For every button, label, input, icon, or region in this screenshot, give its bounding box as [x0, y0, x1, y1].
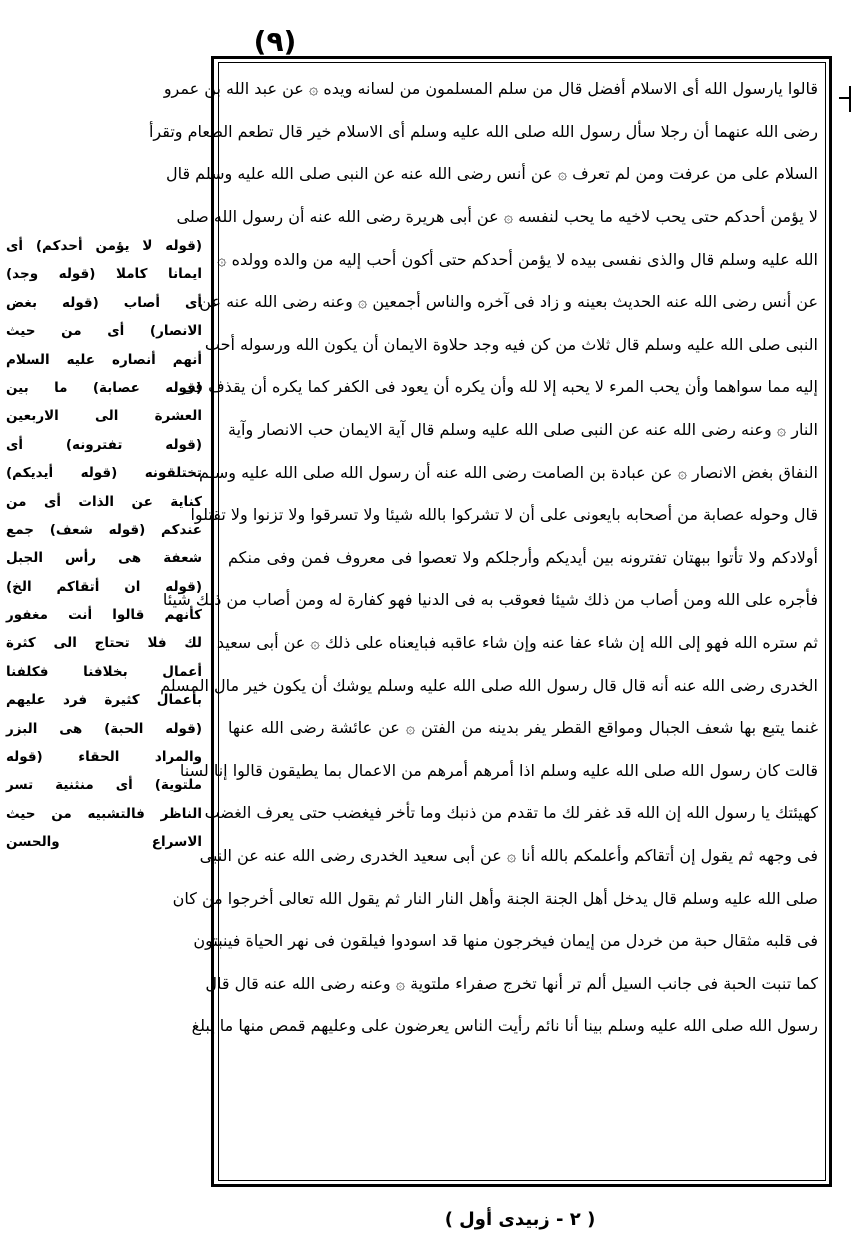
page-number: (٩) [253, 25, 297, 58]
text-line-content: كما تنبت الحبة فى جانب السيل ألم تر أنها تخرج صفراء ملتوية ۞ وعنه رضى الله عنه قال قال [205, 973, 818, 993]
margin-note-line: (قوله لا يؤمن أحدكم) أى [6, 238, 202, 254]
text-line-content: قالوا يارسول الله أى الاسلام أفضل قال من سلم المسلمون من لسانه ويده ۞ عن عبد الله بن عمرو [163, 79, 818, 99]
margin-note-line: (قوله تفترونه) أى [6, 436, 202, 453]
text-line-content: قالت كان رسول الله صلى الله عليه وسلم اذا أمرهم أمرهم من الاعمال بما يطيقون قالوا إنا لسنا [179, 760, 818, 780]
text-line-content: الله عليه وسلم قال والذى نفسى بيده لا يؤمن أحدكم حتى أكون أحب إليه من والده وولده ۞ [217, 249, 818, 269]
text-line-content: أولادكم ولا تأتوا ببهتان تفترونه بين أيديكم وأرجلكم ولا تعصوا فى معروف فمن وفى منكم [228, 547, 818, 567]
margin-note-line: الاسراع والحسن [6, 834, 202, 851]
text-line [228, 409, 818, 452]
margin-note-line: العشرة الى الاربعين [6, 408, 202, 425]
text-line [228, 707, 818, 750]
main-text-body [148, 68, 818, 1178]
text-line [182, 366, 818, 409]
margin-note-line: الناظر فالتشبيه من حيث [6, 805, 202, 822]
text-line [198, 451, 818, 494]
text-line [176, 196, 818, 239]
margin-note-line: أعمال بخلافنا فكلفنا [6, 663, 202, 680]
text-line-content: الخدرى رضى الله عنه أنه قال قال رسول الله صلى الله عليه وسلم يوشك أن يكون خير مال المسلم [160, 675, 818, 695]
text-line-content: رسول الله صلى الله عليه وسلم بينا أنا نائم رأيت الناس يعرضون على وعليهم قمص منها ما يبلغ [191, 1016, 818, 1036]
text-line-content: ثم ستره الله فهو إلى الله إن شاء عفا عنه وإن شاء عاقبه فبايعناه على ذلك ۞ عن أبى سعيد [216, 633, 818, 653]
margin-note-line: (قوله عصابة) ما بين [6, 379, 202, 396]
text-line [228, 1090, 818, 1133]
text-line [216, 622, 818, 665]
margin-note-line: أى أصاب (قوله بغض [6, 294, 202, 311]
text-line [228, 1048, 818, 1091]
text-line-content: فى قلبه مثقال حبة من خردل من إيمان فيخرجون منها قد اسودوا فيلقون فى نهر الحياة فينبتون [193, 931, 818, 951]
text-line [228, 537, 818, 580]
margin-note-line: كناية عن الذات أى من [6, 493, 202, 510]
text-line [199, 835, 818, 878]
text-line-content: كهيئتك يا رسول الله إن الله قد غفر لك ما تقدم من ذنبك وما تأخر فيغضب حتى يعرف الغضب [204, 803, 818, 823]
margin-note-line: ايمانا كاملا (قوله وجد) [6, 266, 202, 283]
edge-mark [849, 86, 851, 112]
text-line-content: رضى الله عنهما أن رجلا سأل رسول الله صلى الله عليه وسلم أى الاسلام خير قال تطعم الطعام وتقرأ [148, 121, 818, 141]
margin-note-line: تختلقونه (قوله أيديكم) [6, 465, 202, 482]
text-line [160, 664, 818, 707]
text-line [191, 1005, 818, 1048]
text-line [217, 238, 818, 281]
text-line [163, 68, 818, 111]
text-line-content: إليه مما سواهما وأن يحب المرء لا يحبه إلا لله وأن يكره أن يعود فى الكفر كما يكره أن يقذف فى [182, 377, 818, 397]
margin-note-line: بأعمال كثيرة فرد عليهم [6, 692, 202, 709]
text-line [204, 324, 818, 367]
margin-note-line: كأنهم قالوا أنت مغفور [6, 607, 202, 624]
text-line [172, 877, 818, 920]
text-line-content: النبى صلى الله عليه وسلم قال ثلاث من كن فيه وجد حلاوة الايمان أن يكون الله ورسوله أحب [204, 334, 818, 354]
text-line [148, 111, 818, 154]
text-line [190, 494, 818, 537]
text-line-content: قال وحوله عصابة من أصحابه بايعونى على أن لا تشركوا بالله شيئا ولا تسرقوا ولا تزنوا ولا تقتلوا [190, 505, 818, 525]
margin-note-line: ملتوية) أى منثنية تسر [6, 777, 202, 794]
margin-note-line: والمراد الحقاء (قوله [6, 749, 202, 766]
margin-note-line: (قوله ان أتقاكم الخ) [6, 578, 202, 595]
margin-note-line: الانصار) أى من حيث [6, 323, 202, 340]
text-line-content: عن أنس رضى الله عنه الحديث بعينه و زاد فى آخره والناس أجمعين ۞ وعنه رضى الله عنه عن [199, 292, 818, 312]
text-line [204, 792, 818, 835]
text-line-content: السلام على من عرفت ومن لم تعرف ۞ عن أنس رضى الله عنه عن النبى صلى الله عليه وسلم قال [165, 164, 818, 184]
margin-note-line: (قوله الحبة) هى البزر [6, 720, 202, 737]
text-line [193, 920, 818, 963]
edge-tick [839, 97, 849, 99]
text-line-content: النفاق بغض الانصار ۞ عن عبادة بن الصامت رضى الله عنه أن رسول الله صلى الله عليه وسلم [198, 462, 818, 482]
margin-notes [6, 232, 202, 857]
margin-note-line: شعفة هى رأس الجبل [6, 550, 202, 567]
margin-note-line: أنهم أنصاره عليه السلام [6, 351, 202, 368]
text-line [162, 579, 818, 622]
margin-note-line: عندكم (قوله شعف) جمع [6, 521, 202, 538]
text-line-content: فأجره على الله ومن أصاب من ذلك شيئا فعوقب به فى الدنيا فهو كفارة له ومن أصاب من ذلك شيئا [162, 590, 818, 610]
text-line [179, 750, 818, 793]
margin-note-line: لك فلا تحتاج الى كثرة [6, 635, 202, 652]
signature-mark: ( ٢ - زبيدى أول ) [444, 1209, 596, 1230]
text-line-content: غنما يتبع بها شعف الجبال ومواقع القطر يفر بدينه من الفتن ۞ عن عائشة رضى الله عنها [228, 718, 818, 738]
text-line [205, 962, 818, 1005]
text-line-content: فى وجهه ثم يقول إن أتقاكم وأعلمكم بالله أنا ۞ عن أبى سعيد الخدرى رضى الله عنه عن النبى [199, 845, 818, 865]
text-line [199, 281, 818, 324]
text-line-content: صلى الله عليه وسلم قال يدخل أهل الجنة الجنة وأهل النار النار ثم يقول الله تعالى أخرجوا من كان [172, 888, 818, 908]
text-line-content: النار ۞ وعنه رضى الله عنه عن النبى صلى الله عليه وسلم قال آية الايمان حب الانصار وآية [228, 420, 818, 440]
text-line-content: لا يؤمن أحدكم حتى يحب لاخيه ما يحب لنفسه ۞ عن أبى هريرة رضى الله عنه أن رسول الله صلى [176, 207, 818, 227]
text-line [165, 153, 818, 196]
text-line [228, 1133, 818, 1176]
